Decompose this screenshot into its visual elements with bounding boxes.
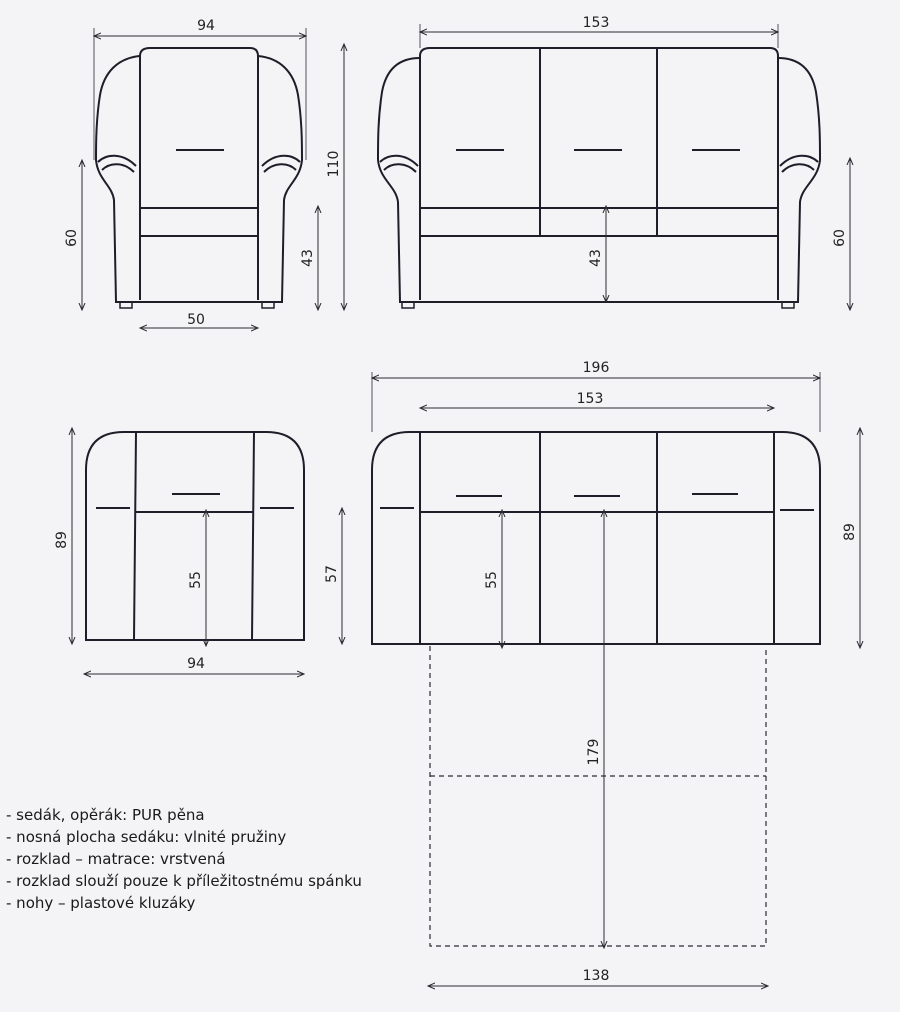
- sofa-front-view: [378, 48, 820, 308]
- dim-armchair-top-width: 94: [187, 656, 205, 672]
- dim-bed-length: 179: [586, 738, 602, 766]
- dim-armchair-top-depth: 89: [54, 531, 70, 549]
- note-seat-support: - nosná plocha sedáku: vlnité pružiny: [6, 828, 287, 846]
- dim-armchair-seat-height: 43: [300, 249, 316, 267]
- sofa-top-dimensions: [324, 360, 860, 986]
- dim-sofa-arm-height: 60: [832, 229, 848, 247]
- sofa-top-view: [372, 432, 820, 946]
- dim-sofa-top-total-width: 196: [582, 360, 610, 376]
- note-seat-backrest: - sedák, opěrák: PUR pěna: [6, 806, 205, 824]
- sofa-front-dimensions: [326, 15, 850, 310]
- armchair-front-view: [96, 48, 302, 308]
- dim-sofa-front-width: 153: [582, 15, 610, 31]
- note-sleep-usage: - rozklad slouží pouze k příležitostnému spánku: [6, 872, 362, 890]
- armchair-top-view: [86, 432, 304, 640]
- dim-armchair-seat-width: 50: [187, 312, 205, 328]
- dim-sofa-seat-height: 43: [588, 249, 604, 267]
- dim-sofa-total-height: 110: [326, 150, 342, 178]
- dim-sofa-top-seat-depth: 55: [484, 571, 500, 589]
- dim-sofa-top-seat-width: 153: [576, 391, 604, 407]
- note-mattress: - rozklad – matrace: vrstvená: [6, 850, 226, 868]
- dim-armchair-seat-depth: 55: [188, 571, 204, 589]
- note-legs: - nohy – plastové kluzáky: [6, 894, 196, 912]
- material-notes: [6, 804, 362, 914]
- dim-armchair-front-width: 94: [197, 18, 215, 34]
- dim-bed-width: 138: [582, 968, 610, 984]
- dim-sofa-top-depth: 89: [842, 523, 858, 541]
- armchair-top-dimensions: [54, 428, 304, 674]
- dim-sofa-top-arm-height: 57: [324, 565, 340, 583]
- dim-armchair-front-height: 60: [64, 229, 80, 247]
